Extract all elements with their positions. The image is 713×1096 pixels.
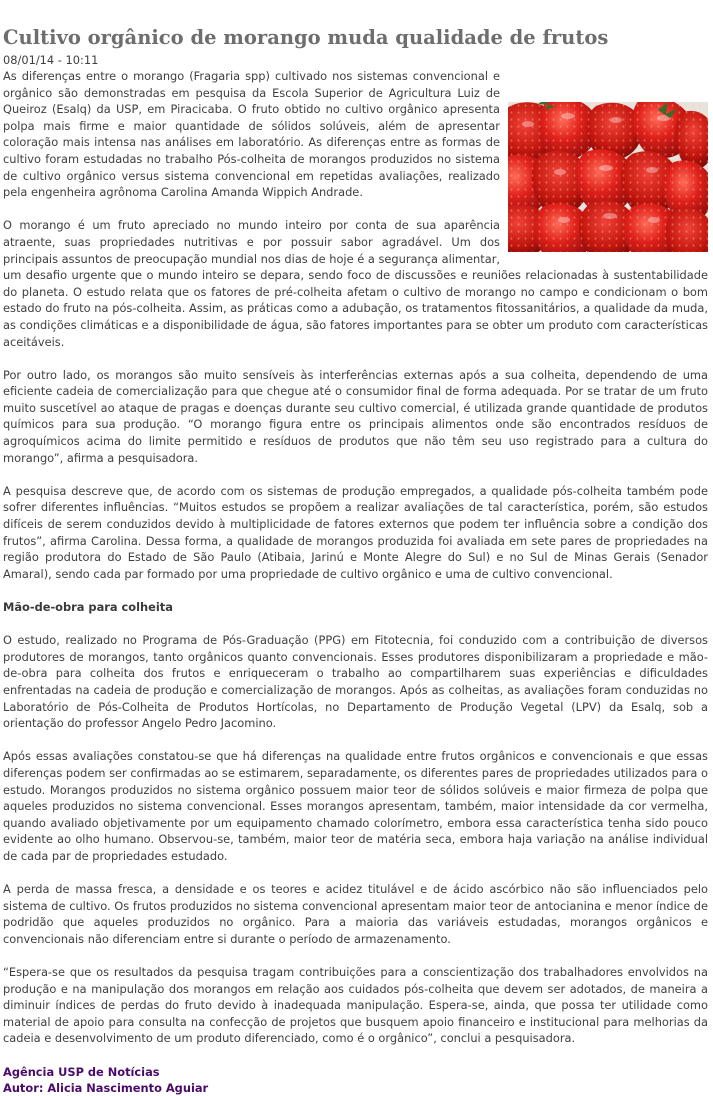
article-title: Cultivo orgânico de morango muda qualidade de frutos <box>3 26 609 49</box>
strawberries-photo <box>508 102 708 252</box>
author-credit: Autor: Alicia Nascimento Aguiar <box>3 1080 209 1095</box>
source-credit: Agência USP de Notícias <box>3 1064 160 1079</box>
paragraph: A perda de massa fresca, a densidade e os teores e acidez titulável e de ácido ascórbico não são influenciados pelo sistema de cultivo. Os frutos produzidos no sistema convencional apresentam maior teor de antocianina e menor índice de podridão que aqueles produzidos no orgânico. Para a maioria das variáveis estudadas, morangos orgânicos e convencionais não diferenciam entre si durante o período de armazenamento. <box>3 882 708 946</box>
paragraph: “Espera-se que os resultados da pesquisa tragam contribuições para a conscientização dos trabalhadores envolvidos na produção e na manipulação dos morangos em relação aos cuidados pós-colheita que devem ser adotados, de maneira a diminuir índices de perdas do fruto devido à inadequada manipulação. Espera-se, ainda, que possa ter utilidade como material de apoio para consulta na confecção de projetos que busquem apoio financeiro e institucional para melhorias da cadeia e desenvolvimento de um produto diferenciado, como é o orgânico”, conclui a pesquisadora. <box>3 965 708 1046</box>
paragraph: O estudo, realizado no Programa de Pós-Graduação (PPG) em Fitotecnia, foi conduzido com a contribuição de diversos produtores de morangos, tanto orgânicos quanto convencionais. Esses produtores disponibilizaram a propriedade e mão-de-obra para colheita dos frutos e enriqueceram o trabalho ao compartilharem suas experiências e dificuldades enfrentadas na cadeia de produção e comercialização de morangos. Após as colheitas, as avaliações foram conduzidas no Laboratório de Pós-Colheita de Produtos Hortícolas, no Departamento de Produção Vegetal (LPV) da Esalq, sob a orientação do professor Angelo Pedro Jacomino. <box>3 633 708 731</box>
article-date: 08/01/14 - 10:11 <box>3 53 99 67</box>
paragraph: Por outro lado, os morangos são muito sensíveis às interferências externas após a sua colheita, dependendo de uma eficiente cadeia de comercialização para que chegue até o consumidor final de forma adequada. Por se tratar de um fruto muito suscetível ao ataque de pragas e doenças durante seu cultivo comercial, é utilizada grande quantidade de produtos químicos para sua produção. “O morango figura entre os principais alimentos onde são encontrados resíduos de agroquímicos acima do limite permitido e resíduos de produtos que não têm seu uso registrado para a cultura do morango”, afirma a pesquisadora. <box>3 367 708 465</box>
paragraph: O morango é um fruto apreciado no mundo inteiro por conta de sua aparência atraente, suas propriedades nutritivas e por possuir sabor agradável. Um dos principais assuntos de preocupação mundial nos dias de hoje é a segurança alimentar, um desafio urgente que o mundo inteiro se depara, sendo foco de discussões e reuniões relacionadas à sustentabilidade do planeta. O estudo relata que os fatores de pré-colheita afetam o cultivo de morango no campo e condicionam o bom estado do fruto na pós-colheita. Assim, as práticas como a adubação, os tratamentos fitossanitários, a qualidade da muda, as condições climáticas e a disponibilidade de água, são fatores importantes para se obter um produto com características aceitáveis. <box>3 218 708 349</box>
paragraph: Após essas avaliações constatou-se que há diferenças na qualidade entre frutos orgânicos e convencionais e que essas diferenças podem ser confirmadas ao se estimarem, separadamente, os diferentes pares de propriedades utilizados para o estudo. Morangos produzidos no sistema orgânico possuem maior teor de sólidos solúveis e maior firmeza de polpa que aqueles produzidos no sistema convencional. Esses morangos apresentam, também, maior intensidade da cor vermelha, quando avaliado objetivamente por um equipamento chamado colorímetro, embora essa característica tenha sido pouco evidente ao olho humano. Observou-se, também, maior teor de matéria seca, embora haja variação na análise individual de cada par de propriedades estudado. <box>3 749 708 863</box>
paragraph: As diferenças entre o morango (Fragaria spp) cultivado nos sistemas convencional e orgânico são demonstradas em pesquisa da Escola Superior de Agricultura Luiz de Queiroz (Esalq) da USP, em Piracicaba. O fruto obtido no cultivo orgânico apresenta polpa mais firme e maior quantidade de sólidos solúveis, além de apresentar coloração mais intensa nas análises em laboratório. As diferenças entre as formas de cultivo foram estudadas no trabalho Pós-colheita de morangos produzidos no sistema de cultivo orgânico versus sistema convencional em repetidas avaliações, realizado pela engenheira agrônoma Carolina Amanda Wippich Andrade. <box>3 69 500 200</box>
section-heading: Mão-de-obra para colheita <box>3 600 173 614</box>
paragraph: A pesquisa descreve que, de acordo com os sistemas de produção empregados, a qualidade pós-colheita também pode sofrer diferentes influências. “Muitos estudos se propõem a realizar avaliações de tal característica, porém, são estudos difíceis de serem conduzidos devido à multiplicidade de fatores externos que podem ter influência sobre a condição dos frutos”, afirma Carolina. Dessa forma, a qualidade de morangos produzida foi avaliada em sete pares de propriedades na região produtora do Estado de São Paulo (Atibaia, Jarinú e Monte Alegre do Sul) e no Sul de Minas Gerais (Senador Amaral), sendo cada par formado por uma propriedade de cultivo orgânico e uma de cultivo convencional. <box>3 483 708 581</box>
